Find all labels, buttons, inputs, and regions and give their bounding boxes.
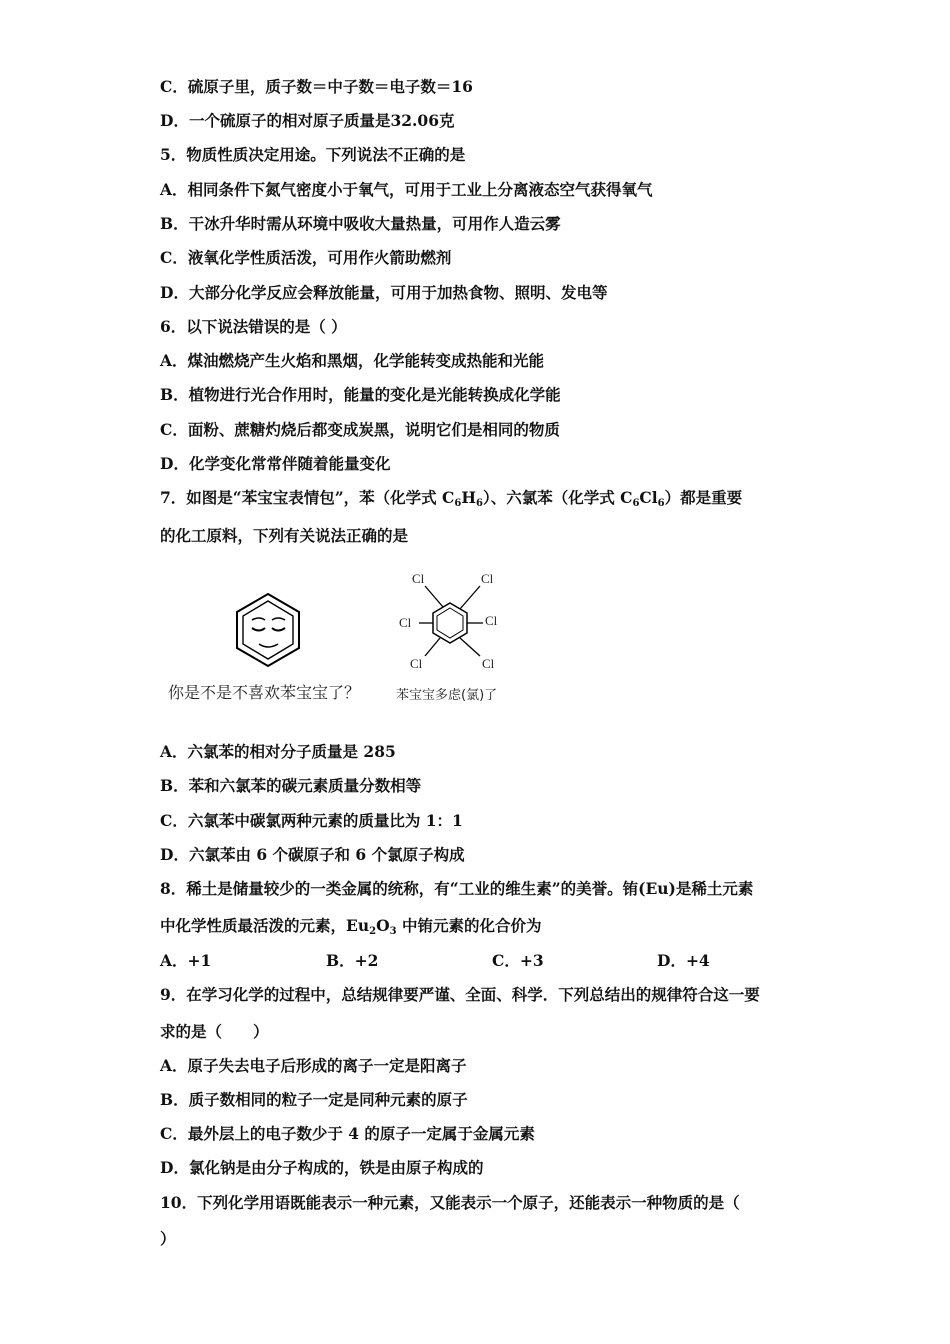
- question-9-line2: 求的是（ ）: [160, 1022, 269, 1041]
- eu-subscript: 2: [369, 926, 377, 937]
- oxygen-symbol: O: [376, 916, 390, 935]
- option-a-q8: A．+1: [160, 951, 212, 970]
- hcb-cl-subscript: 6: [657, 498, 665, 509]
- question-9-line1: 9．在学习化学的过程中，总结规律要严谨、全面、科学．下列总结出的规律符合这一要: [160, 985, 760, 1004]
- right-closed-eye: [272, 628, 285, 631]
- option-d-q4: D．一个硫原子的相对原子质量是32.06克: [160, 111, 455, 130]
- benzene-h-subscript: 6: [475, 498, 483, 509]
- benzene-c-subscript: 6: [454, 498, 462, 509]
- option-b-q5: B．干冰升华时需从环境中吸收大量热量，可用作人造云雾: [160, 214, 561, 233]
- option-d-q9: D．氯化钠是由分子构成的，铁是由原子构成的: [160, 1158, 484, 1177]
- question-7-line2: 的化工原料，下列有关说法正确的是: [160, 526, 409, 545]
- option-a-q9: A．原子失去电子后形成的离子一定是阳离子: [160, 1056, 467, 1075]
- left-eyebrow: [252, 618, 265, 620]
- q7-text-a: 7．如图是“苯宝宝表情包”，苯（化学式 C: [160, 488, 455, 507]
- q7-text-c: ）都是重要: [664, 488, 743, 507]
- left-closed-eye: [252, 628, 265, 631]
- question-10-line2: ）: [160, 1229, 176, 1248]
- option-c-q6: C．面粉、蔗糖灼烧后都变成炭黑，说明它们是相同的物质: [160, 420, 560, 439]
- smile-mouth: [259, 644, 278, 647]
- option-d-q7: D．六氯苯由 6 个碳原子和 6 个氯原子构成: [160, 845, 465, 864]
- benzene-ring-outer: [237, 594, 299, 666]
- right-eyebrow: [272, 618, 285, 620]
- question-8-line1: 8．稀土是储量较少的一类金属的统称，有“工业的维生素”的美誉。铕(Eu)是稀土元素: [160, 879, 754, 898]
- q8-text-a: 中化学性质最活泼的元素，Eu: [160, 916, 370, 935]
- o-subscript: 3: [389, 926, 397, 937]
- question-7-line1: [160, 488, 742, 508]
- bond-top-right: [460, 586, 480, 609]
- benzene-ring-inner: [243, 601, 293, 659]
- option-d-q5: D．大部分化学反应会释放能量，可用于加热食物、照明、发电等: [160, 283, 608, 302]
- cl-label-top-left: Cl: [412, 571, 425, 586]
- hydrogen-symbol: H: [461, 488, 476, 507]
- option-b-q9: B．质子数相同的粒子一定是同种元素的原子: [160, 1090, 468, 1109]
- q8-text-b: 中铕元素的化合价为: [396, 916, 542, 935]
- chlorine-symbol: Cl: [639, 488, 658, 507]
- option-c-q4: C．硫原子里，质子数＝中子数＝电子数＝16: [160, 77, 473, 96]
- caption-right: 苯宝宝多虑(氯)了: [396, 688, 498, 703]
- question-8-line2: [160, 916, 541, 936]
- hcb-c-subscript: 6: [632, 498, 640, 509]
- hcb-ring: [433, 603, 467, 643]
- question-10-line1: 10．下列化学用语既能表示一种元素，又能表示一个原子，还能表示一种物质的是（: [160, 1193, 740, 1212]
- option-c-q7: C．六氯苯中碳氯两种元素的质量比为 1：1: [160, 811, 463, 830]
- option-b-q8: B．+2: [326, 951, 379, 970]
- hcb-inner-ring: [437, 608, 463, 638]
- option-b-q7: B．苯和六氯苯的碳元素质量分数相等: [160, 776, 422, 795]
- benzene-face-figure: [228, 590, 308, 670]
- cl-label-bottom-left: Cl: [410, 656, 423, 671]
- option-a-q7: A．六氯苯的相对分子质量是 285: [160, 742, 396, 761]
- option-b-q6: B．植物进行光合作用时，能量的变化是光能转换成化学能: [160, 385, 561, 404]
- question-5: 5．物质性质决定用途。下列说法不正确的是: [160, 145, 466, 164]
- option-a-q5: A．相同条件下氮气密度小于氧气，可用于工业上分离液态空气获得氧气: [160, 180, 653, 199]
- cl-label-left: Cl: [399, 615, 412, 630]
- bond-top-left: [425, 586, 443, 607]
- option-a-q6: A．煤油燃烧产生火焰和黑烟，化学能转变成热能和光能: [160, 351, 545, 370]
- option-d-q8: D．+4: [657, 951, 710, 970]
- cl-label-bottom-right: Cl: [482, 656, 495, 671]
- cl-label-top-right: Cl: [481, 571, 494, 586]
- question-6: 6．以下说法错误的是（ ）: [160, 317, 347, 336]
- option-c-q5: C．液氧化学性质活泼，可用作火箭助燃剂: [160, 248, 452, 267]
- cl-label-right: Cl: [485, 613, 498, 628]
- bond-bottom-right: [460, 638, 480, 656]
- option-c-q9: C．最外层上的电子数少于 4 的原子一定属于金属元素: [160, 1124, 535, 1143]
- caption-left: 你是不是不喜欢苯宝宝了？: [168, 683, 361, 702]
- q7-text-b: ）、六氯苯（化学式 C: [482, 488, 633, 507]
- bond-bottom-left: [425, 638, 440, 656]
- option-c-q8: C．+3: [492, 951, 544, 970]
- option-d-q6: D．化学变化常常伴随着能量变化: [160, 454, 391, 473]
